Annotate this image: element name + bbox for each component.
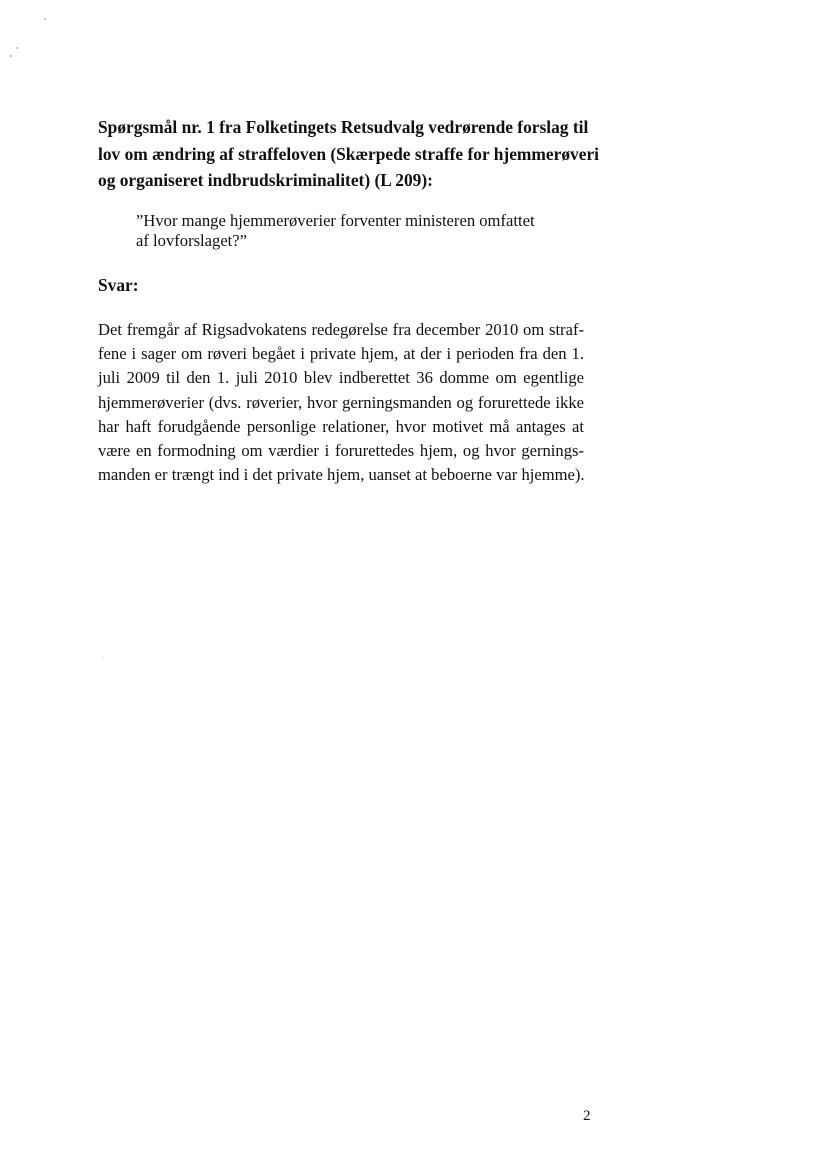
scan-speck xyxy=(10,55,12,57)
quoted-question-line: af lovforslaget?” xyxy=(136,230,248,250)
question-heading xyxy=(98,114,610,194)
question-heading-line: og organiseret indbrudskriminalitet) (L 209): xyxy=(98,170,433,190)
quoted-question-line: ”Hvor mange hjemmerøverier forventer ministeren omfattet xyxy=(136,211,535,230)
answer-heading: Svar: xyxy=(98,275,139,295)
quoted-question xyxy=(136,211,576,250)
answer-line: manden er trængt ind i det private hjem, uanset at beboerne var hjemme). xyxy=(98,465,585,485)
answer-line: juli 2009 til den 1. juli 2010 blev indberettet 36 domme om egentlige xyxy=(98,368,584,388)
scan-speck xyxy=(16,47,18,49)
scan-speck xyxy=(44,18,46,20)
question-heading-line: lov om ændring af straffeloven (Skærpede straffe for hjemmerøveri xyxy=(98,143,599,164)
answer-paragraph xyxy=(98,318,584,487)
scan-speck xyxy=(103,657,104,658)
answer-line: fene i sager om røveri begået i private hjem, at der i perioden fra den 1. xyxy=(98,344,584,364)
question-heading-line: Spørgsmål nr. 1 fra Folketingets Retsudvalg vedrørende forslag til xyxy=(98,117,589,137)
answer-line: hjemmerøverier (dvs. røverier, hvor gerningsmanden og forurettede ikke xyxy=(98,392,584,412)
page-number: 2 xyxy=(583,1108,591,1124)
answer-line: Det fremgår af Rigsadvokatens redegørelse fra december 2010 om straf- xyxy=(98,320,584,339)
answer-line: være en formodning om værdier i forurettedes hjem, og hvor gernings- xyxy=(98,441,584,461)
answer-line: har haft forudgående personlige relationer, hvor motivet må antages at xyxy=(98,416,584,436)
